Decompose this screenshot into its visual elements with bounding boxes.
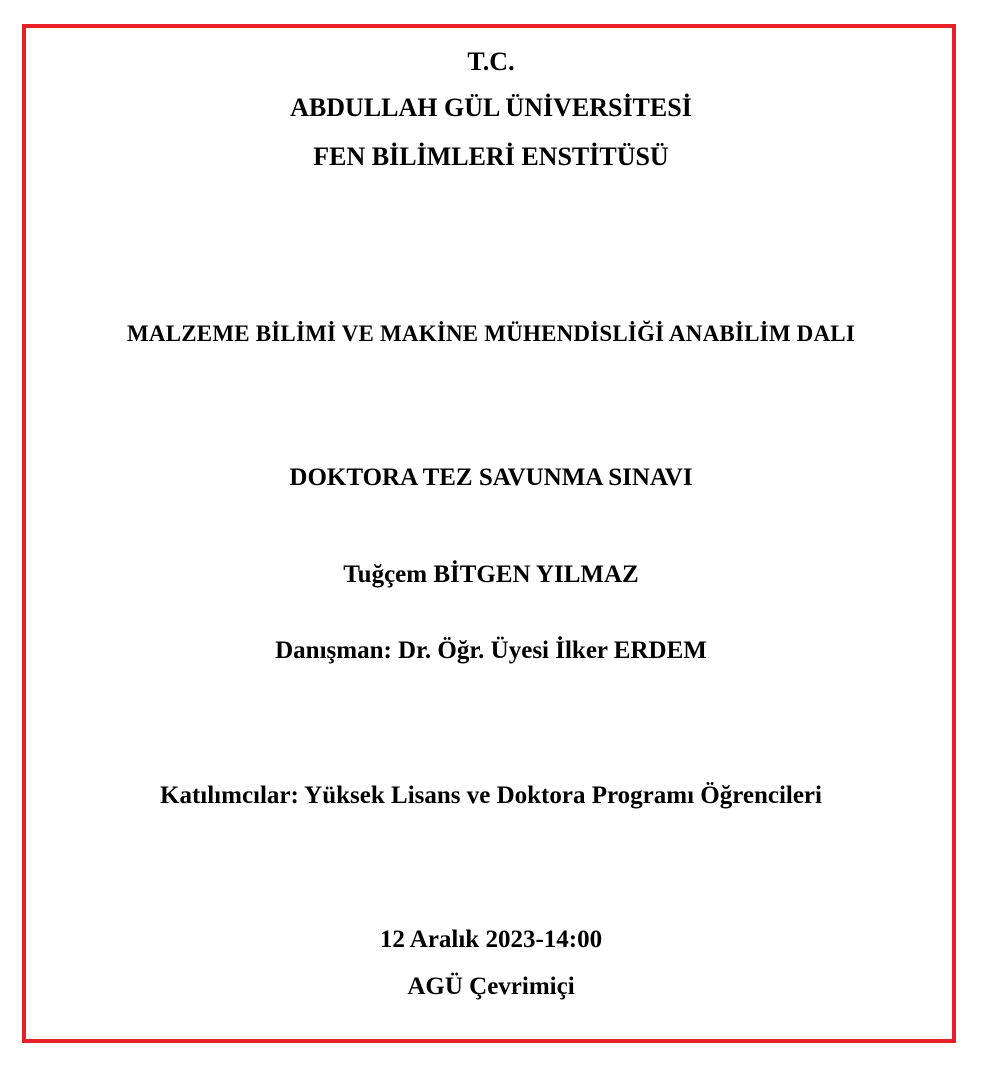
university-heading: ABDULLAH GÜL ÜNİVERSİTESİ xyxy=(290,93,692,122)
announcement-border xyxy=(22,24,956,1043)
department-heading: MALZEME BİLİMİ VE MAKİNE MÜHENDİSLİĞİ ANABİLİM DALI xyxy=(127,321,855,346)
advisor-line: Danışman: Dr. Öğr. Üyesi İlker ERDEM xyxy=(275,637,707,664)
institute-heading: FEN BİLİMLERİ ENSTİTÜSÜ xyxy=(313,142,669,171)
exam-location: AGÜ Çevrimiçi xyxy=(407,973,575,1000)
exam-datetime: 12 Aralık 2023-14:00 xyxy=(379,926,603,953)
candidate-name: Tuğçem BİTGEN YILMAZ xyxy=(343,561,639,588)
country-heading: T.C. xyxy=(467,47,515,76)
participants-line: Katılımcılar: Yüksek Lisans ve Doktora Programı Öğrencileri xyxy=(160,782,822,809)
exam-title: DOKTORA TEZ SAVUNMA SINAVI xyxy=(289,464,693,491)
